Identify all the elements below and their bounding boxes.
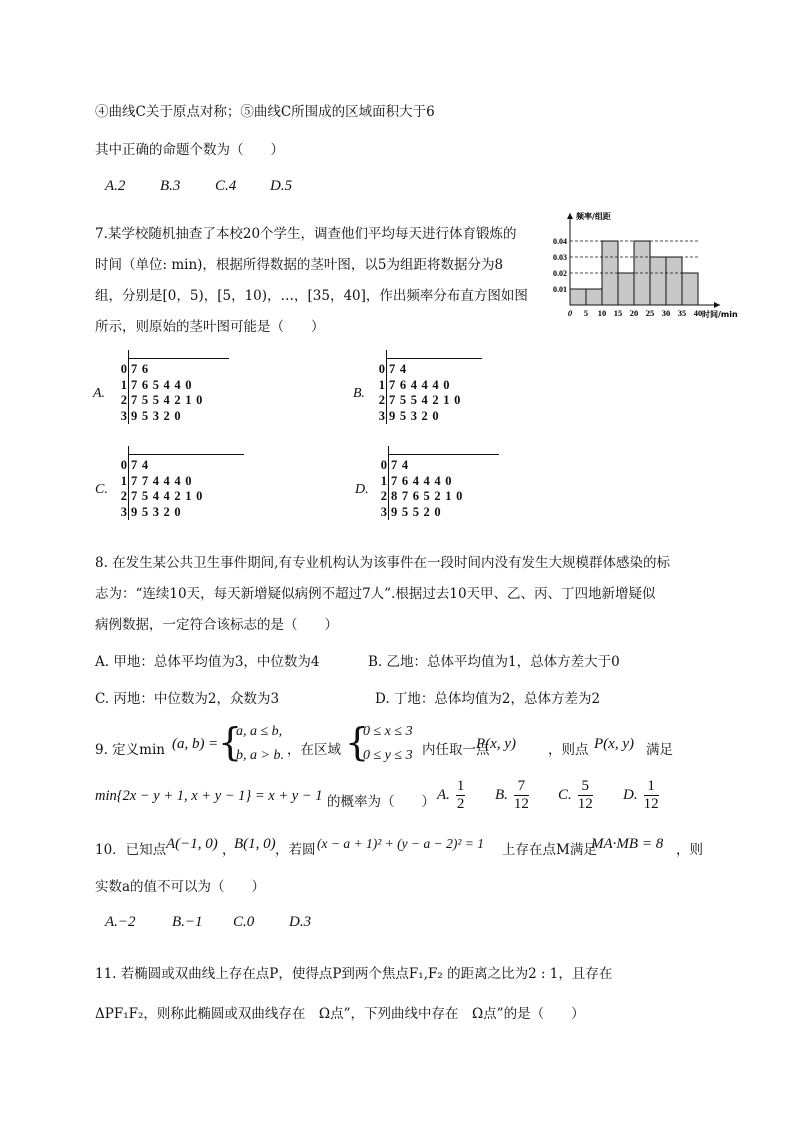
q7-line1: 7.某学校随机抽查了本校20个学生，调查他们平均每天进行体育锻炼的 bbox=[95, 226, 517, 242]
plot-option-label: A. bbox=[93, 386, 106, 401]
plot-stem: 3 bbox=[378, 408, 385, 423]
q9-option-fraction bbox=[456, 778, 466, 813]
x-tick-label: 20 bbox=[629, 308, 639, 318]
plot-leaves: 764440 bbox=[389, 377, 455, 392]
histogram-bar bbox=[586, 289, 602, 305]
plot-stem-divider bbox=[386, 350, 387, 424]
x-tick-label: 5 bbox=[583, 308, 589, 318]
plot-header-line bbox=[387, 358, 482, 359]
y-tick-label: 0.04 bbox=[553, 237, 567, 246]
q9-case1: a, a ≤ b, bbox=[236, 724, 283, 739]
plot-header-line bbox=[129, 454, 244, 455]
q9-region2: 0 ≤ y ≤ 3 bbox=[363, 748, 413, 763]
q6-line2: 其中正确的命题个数为（ ） bbox=[95, 142, 284, 158]
fraction-numerator: 1 bbox=[644, 778, 659, 796]
q8-option-a: A. 甲地：总体平均值为3，中位数为4 bbox=[95, 654, 320, 670]
q7-line4: 所示，则原始的茎叶图可能是（ ） bbox=[95, 319, 325, 335]
q9-eq: = bbox=[208, 736, 219, 752]
frequency-histogram bbox=[548, 205, 763, 325]
plot-stem-divider bbox=[128, 350, 129, 424]
plot-header-line bbox=[389, 454, 499, 455]
plot-leaves: 95320 bbox=[131, 408, 186, 423]
q8-option-c: C. 丙地：中位数为2，众数为3 bbox=[95, 691, 280, 707]
q8-line2: 志为：“连续10天，每天新增疑似病例不超过7人”.根据过去10天甲、乙、丙、丁四地新增疑似 bbox=[95, 586, 656, 602]
x-tick-label: 10 bbox=[597, 308, 607, 318]
fraction-numerator: 7 bbox=[514, 778, 529, 796]
plot-stem: 1 bbox=[378, 377, 385, 392]
q9-option-fraction bbox=[514, 778, 529, 813]
plot-leaves: 95520 bbox=[391, 504, 446, 519]
q10-circle: (x − a + 1)² + (y − a − 2)² = 1 bbox=[317, 836, 484, 851]
histogram-bar bbox=[570, 289, 586, 305]
q9-option-label: B. bbox=[495, 787, 508, 803]
q10-vector-eq: MA·MB = 8 bbox=[591, 836, 664, 852]
q8-option-d: D. 丁地：总体均值为2，总体方差为2 bbox=[375, 691, 601, 707]
q9-args: (a, b) bbox=[172, 736, 205, 752]
fraction-denominator: 12 bbox=[643, 796, 659, 812]
histogram-bar bbox=[618, 273, 634, 305]
plot-leaves: 95320 bbox=[389, 408, 444, 423]
x-axis-label: 时间/min bbox=[702, 310, 738, 319]
histogram-bar bbox=[682, 273, 698, 305]
q10-option-b: B.−1 bbox=[172, 914, 203, 930]
q10-point-b: B(1, 0) bbox=[234, 836, 276, 852]
plot-stem-divider bbox=[388, 446, 389, 520]
plot-stem: 3 bbox=[380, 504, 387, 519]
q7-line3: 组，分别是[0，5)，[5，10)，…，[35，40]，作出频率分布直方图如图 bbox=[95, 288, 528, 304]
q9-option-a bbox=[437, 778, 465, 813]
q10-option-c: C.0 bbox=[233, 914, 255, 930]
q9-mid: ，在区域 bbox=[287, 742, 341, 758]
fraction-numerator: 1 bbox=[456, 778, 465, 794]
y-axis-label: 频率/组距 bbox=[576, 212, 611, 221]
plot-leaves: 774440 bbox=[131, 473, 197, 488]
x-tick-label: 30 bbox=[661, 308, 671, 318]
q6-option-c: C.4 bbox=[215, 178, 237, 194]
plot-leaves: 765440 bbox=[131, 377, 197, 392]
q9-mid2: 内任取一点 bbox=[422, 742, 490, 758]
plot-leaves: 7554210 bbox=[389, 393, 465, 407]
q11-line1: 11. 若椭圆或双曲线上存在点P，使得点P到两个焦点F₁,F₂ 的距离之比为2 : 1，且存在 bbox=[95, 966, 613, 982]
y-tick-label: 0.01 bbox=[553, 285, 567, 294]
plot-stem: 3 bbox=[120, 504, 127, 519]
plot-stem: 3 bbox=[120, 408, 127, 423]
histogram-bar bbox=[666, 257, 682, 305]
x-tick-label: 35 bbox=[677, 308, 687, 318]
q9-mid3: ，则点 bbox=[548, 742, 589, 758]
histogram-bar bbox=[650, 257, 666, 305]
fraction-denominator: 12 bbox=[513, 796, 529, 812]
plot-leaves: 74 bbox=[391, 458, 413, 472]
x-tick-label: 40 bbox=[693, 308, 703, 318]
q10-option-a: A.−2 bbox=[105, 914, 136, 930]
q10-sep: ， bbox=[222, 842, 236, 858]
q6-option-b: B.3 bbox=[160, 178, 181, 194]
plot-leaves: 764440 bbox=[391, 473, 457, 488]
q6-line1: ④曲线C关于原点对称；⑤曲线C所围成的区域面积大于6 bbox=[95, 104, 435, 120]
q9-case2: b, a > b. bbox=[236, 748, 284, 763]
plot-stem: 1 bbox=[120, 473, 127, 488]
q8-line1: 8. 在发生某公共卫生事件期间,有专业机构认为该事件在一段时间内没有发生大规模群体感染的标 bbox=[95, 555, 670, 571]
plot-leaves: 95320 bbox=[131, 504, 186, 519]
plot-option-label: D. bbox=[355, 482, 369, 497]
q9-option-b bbox=[495, 778, 529, 813]
plot-leaves: 74 bbox=[131, 458, 153, 472]
q9-prefix: 9. 定义min bbox=[95, 742, 165, 758]
plot-leaves: 74 bbox=[389, 362, 411, 376]
x-tick-label: 0 bbox=[567, 308, 573, 318]
plot-stem: 1 bbox=[120, 377, 127, 392]
fraction-denominator: 12 bbox=[577, 796, 593, 812]
y-tick-label: 0.02 bbox=[553, 269, 567, 278]
plot-option-label: B. bbox=[353, 386, 366, 401]
q9-point2: P(x, y) bbox=[594, 736, 634, 752]
x-tick-label: 25 bbox=[645, 308, 655, 318]
q11-line2: ΔPF₁F₂，则称此椭圆或双曲线存在 Ω点”，下列曲线中存在 Ω点”的是（ ） bbox=[95, 1006, 585, 1022]
q6-option-d: D.5 bbox=[270, 178, 293, 194]
fraction-numerator: 5 bbox=[578, 778, 593, 796]
plot-stem: 2 bbox=[378, 393, 385, 407]
plot-option-label: C. bbox=[95, 482, 108, 497]
plot-leaves: 7554210 bbox=[131, 393, 207, 407]
plot-leaves: 7544210 bbox=[131, 489, 207, 503]
plot-stem: 0 bbox=[380, 458, 387, 472]
plot-stem: 2 bbox=[120, 393, 127, 407]
x-tick-label: 15 bbox=[613, 308, 623, 318]
q10-option-d: D.3 bbox=[289, 914, 312, 930]
plot-stem: 0 bbox=[378, 362, 385, 376]
q9-tail: 的概率为（ ） bbox=[327, 794, 435, 810]
plot-stem-divider bbox=[128, 446, 129, 520]
y-axis-arrow bbox=[567, 213, 573, 219]
q6-option-a: A.2 bbox=[105, 178, 126, 194]
q9-point: P(x, y) bbox=[476, 736, 516, 752]
q9-option-d bbox=[623, 778, 659, 813]
q8-option-b: B. 乙地：总体平均值为1，总体方差大于0 bbox=[368, 654, 620, 670]
q10-then: ，则 bbox=[676, 842, 703, 858]
q9-region1: 0 ≤ x ≤ 3 bbox=[363, 724, 413, 739]
q10-prefix: 10．已知点 bbox=[95, 842, 167, 858]
plot-stem: 1 bbox=[380, 473, 387, 488]
plot-leaves: 76 bbox=[131, 362, 153, 376]
q10-point-a: A(−1, 0) bbox=[166, 836, 218, 852]
plot-stem: 0 bbox=[120, 362, 127, 376]
plot-stem: 2 bbox=[120, 489, 127, 503]
q7-line2: 时间（单位: min)，根据所得数据的茎叶图，以5为组距将数据分为8 bbox=[95, 257, 504, 273]
plot-header-line bbox=[129, 358, 229, 359]
q8-line3: 病例数据，一定符合该标志的是（ ） bbox=[95, 617, 338, 633]
q9-option-fraction bbox=[578, 778, 593, 813]
q10-if-circle: ，若圆 bbox=[275, 842, 316, 858]
q9-option-fraction bbox=[644, 778, 659, 813]
q9-option-label: D. bbox=[623, 787, 638, 803]
q9-expression: min{2x − y + 1, x + y − 1} = x + y − 1 bbox=[95, 788, 323, 804]
q9-option-label: C. bbox=[558, 787, 572, 803]
q9-brace-1: { bbox=[218, 720, 243, 764]
q9-option-c bbox=[558, 778, 593, 813]
plot-leaves: 8765210 bbox=[391, 489, 467, 503]
q9-brace-2: { bbox=[345, 720, 370, 764]
plot-stem: 2 bbox=[380, 489, 387, 503]
q10-exists: 上存在点M满足 bbox=[502, 842, 597, 858]
fraction-denominator: 2 bbox=[456, 796, 465, 812]
plot-stem: 0 bbox=[120, 458, 127, 472]
q9-option-label: A. bbox=[437, 787, 450, 803]
q10-line2: 实数a的值不可以为（ ） bbox=[95, 879, 266, 895]
y-tick-label: 0.03 bbox=[553, 253, 567, 262]
q9-suffix: 满足 bbox=[646, 742, 673, 758]
x-axis-arrow bbox=[714, 302, 720, 308]
